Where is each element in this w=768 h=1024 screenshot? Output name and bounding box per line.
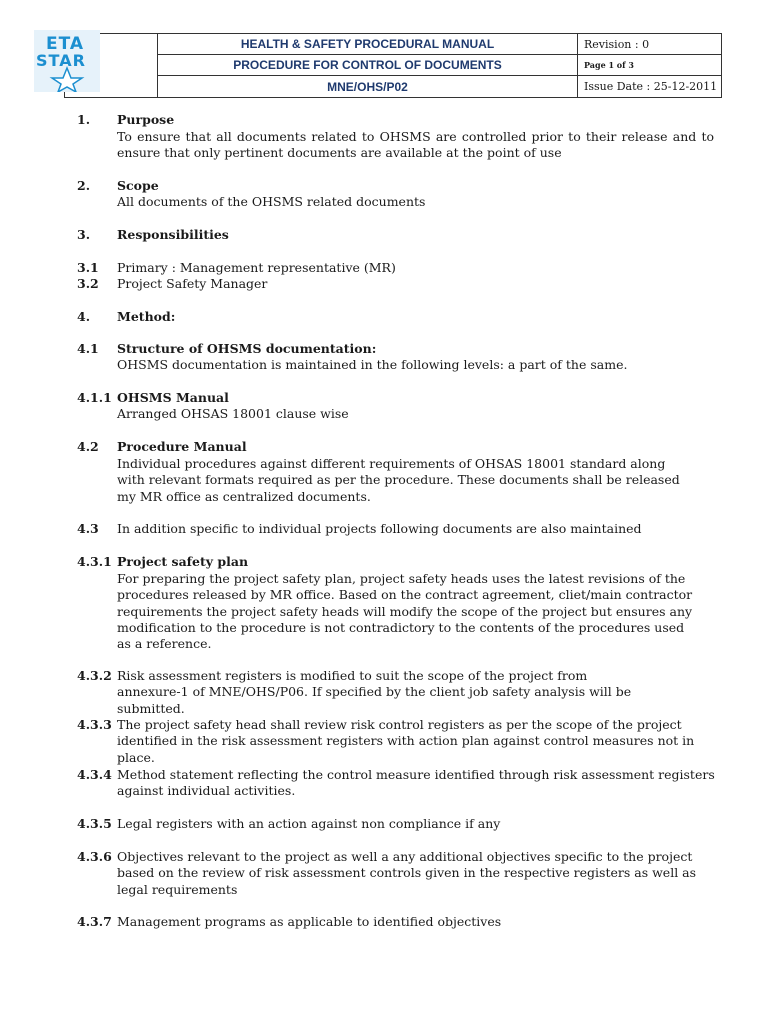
section-text: Method statement reflecting the control measure identified through risk assessment registers against individual activities.: [117, 767, 715, 799]
section-number: 4.3.7: [77, 914, 112, 929]
section-heading: Purpose: [117, 112, 175, 127]
revision: Revision : 0: [578, 34, 722, 55]
section-heading: Structure of OHSMS documentation:: [117, 341, 377, 356]
section-number: 4.3.6: [77, 849, 112, 864]
eta-star-logo: [34, 30, 100, 92]
section-text: To ensure that all documents related to OHSMS are controlled prior to their release and to ensure that only pertinent documents are available at the point of use: [117, 129, 714, 161]
section-number: 4.: [77, 309, 91, 324]
section-text: Project Safety Manager: [117, 276, 268, 291]
section-heading: Procedure Manual: [117, 439, 247, 454]
section-text: Objectives relevant to the project as well a any additional objectives specific to the project based on the review of risk assessment controls given in the respective registers as well as legal requirements: [117, 849, 697, 897]
logo-text-star: STAR: [36, 51, 86, 70]
issue-date: Issue Date : 25-12-2011: [578, 76, 722, 98]
section-number: 4.1: [77, 341, 99, 356]
section-text: Risk assessment registers is modified to suit the scope of the project from annexure-1 of MNE/OHS/P06. If specified by the client job safety analysis will be submitted.: [117, 668, 632, 716]
section-number: 4.3: [77, 521, 99, 536]
document-header: [64, 33, 722, 98]
section-heading: Project safety plan: [117, 554, 249, 569]
section-number: 4.3.1: [77, 554, 112, 569]
section-number: 4.2: [77, 439, 99, 454]
document-code: MNE/OHS/P02: [158, 76, 578, 98]
logo-text-eta: ETA: [46, 34, 85, 54]
page-number: Page 1 of 3: [578, 55, 722, 76]
section-text: Legal registers with an action against non compliance if any: [117, 816, 501, 831]
manual-title: HEALTH & SAFETY PROCEDURAL MANUAL: [158, 34, 578, 55]
section-text: Management programs as applicable to identified objectives: [117, 914, 502, 929]
section-number: 3.1: [77, 260, 99, 275]
section-number: 4.1.1: [77, 390, 112, 405]
section-number: 1.: [77, 112, 91, 127]
procedure-title: PROCEDURE FOR CONTROL OF DOCUMENTS: [158, 55, 578, 76]
section-text: In addition specific to individual projects following documents are also maintained: [117, 521, 642, 536]
section-number: 3.2: [77, 276, 99, 291]
section-text: Arranged OHSAS 18001 clause wise: [117, 406, 349, 421]
section-number: 3.: [77, 227, 91, 242]
section-heading: Method:: [117, 309, 176, 324]
section-text: Individual procedures against different requirements of OHSAS 18001 standard along with relevant formats required as per the procedure. These documents shall be released my MR office as centralized documents.: [117, 456, 680, 504]
section-text: The project safety head shall review risk control registers as per the scope of the project identified in the risk assessment registers with action plan against control measures not in place.: [117, 717, 695, 765]
section-text: For preparing the project safety plan, project safety heads uses the latest revisions of the procedures released by MR office. Based on the contract agreement, cliet/main contractor requirements the project safety heads will modify the scope of the project but ensures any modification to the procedure is not contradictory to the contents of the procedures used as a reference.: [117, 571, 693, 652]
section-number: 4.3.5: [77, 816, 112, 831]
section-number: 4.3.3: [77, 717, 112, 732]
section-text: Primary : Management representative (MR): [117, 260, 396, 275]
section-number: 2.: [77, 178, 91, 193]
section-heading: Scope: [117, 178, 159, 193]
section-number: 4.3.4: [77, 767, 112, 782]
section-text: All documents of the OHSMS related documents: [117, 194, 426, 209]
section-text: OHSMS documentation is maintained in the following levels: a part of the same.: [117, 357, 628, 372]
section-number: 4.3.2: [77, 668, 112, 683]
section-heading: OHSMS Manual: [117, 390, 229, 405]
section-heading: Responsibilities: [117, 227, 229, 242]
